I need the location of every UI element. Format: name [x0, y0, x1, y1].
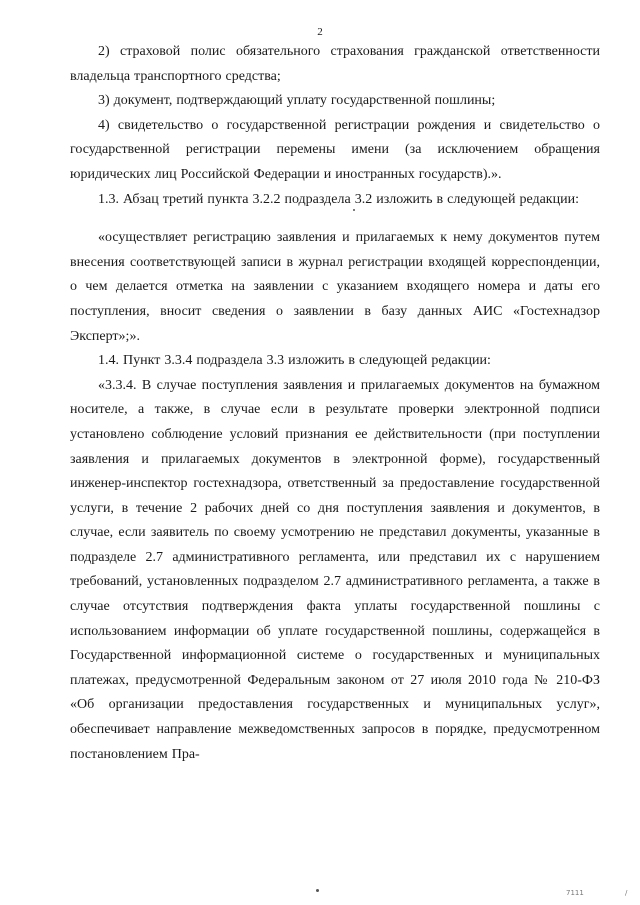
paragraph-item-4: 4) свидетельство о государственной регистрации рождения и свидетельство о государственной регистрации перемены имени (за исключением обращения юридических лиц Российской Федерации и иностранных государств).».	[70, 117, 600, 182]
page-number: 2	[317, 26, 323, 38]
paragraph-item-2: 2) страховой полис обязательного страхования гражданской ответственности владельца транспортного средства;	[70, 44, 600, 84]
paragraph-clause-1-4: 1.4. Пункт 3.3.4 подраздела 3.3 изложить в следующей редакции:	[98, 353, 491, 369]
paragraph-quote-3-3-4: «3.3.4. В случае поступления заявления и прилагаемых документов на бумажном носителе, а также, в случае если в результате проверки электронной подписи установлено соблюдение условий признания ее действительности (при поступлении заявления и прилагаемых документов в электронной форме), государственный инженер-инспектор гостехнадзора, ответственный за предоставление государственной услуги, в течение 2 рабочих дней со дня поступления заявления и документов, в случае, если заявитель по своему усмотрению не представил документы, указанные в подразделе 2.7 административного регламента, или представил их с нарушением требований, установленных подразделом 2.7 административного регламента, а также в случае отсутствия подтверждения факта уплаты государственной пошлины с использованием информации об уплате государственной пошлины, содержащейся в Государственной информационной системе о государственных и муниципальных платежах, предусмотренной Федеральным законом от 27 июля 2010 года № 210-ФЗ «Об организации предоставления государственных и муниципальных услуг», обеспечивает направление межведомственных запросов в порядке, предусмотренном постановлением Пра-	[70, 377, 600, 762]
paragraph-item-3: 3) документ, подтверждающий уплату государственной пошлины;	[98, 93, 496, 109]
paragraph-quote-registration: «осуществляет регистрацию заявления и прилагаемых к нему документов путем внесения соответствующей записи в журнал регистрации входящей корреспонденции, о чем делается отметка на заявлении с указанием входящего номера и даты его поступления, вносит сведения о заявлении в базу данных АИС «Гостехнадзор Эксперт»;».	[70, 230, 600, 344]
footer-code: 7111	[566, 889, 584, 897]
footer-tick: /	[625, 889, 628, 897]
paragraph-clause-1-3: 1.3. Абзац третий пункта 3.2.2 подраздела 3.2 изложить в следующей редакции:	[98, 191, 579, 207]
document-body	[70, 40, 600, 767]
scan-speck	[316, 889, 319, 892]
